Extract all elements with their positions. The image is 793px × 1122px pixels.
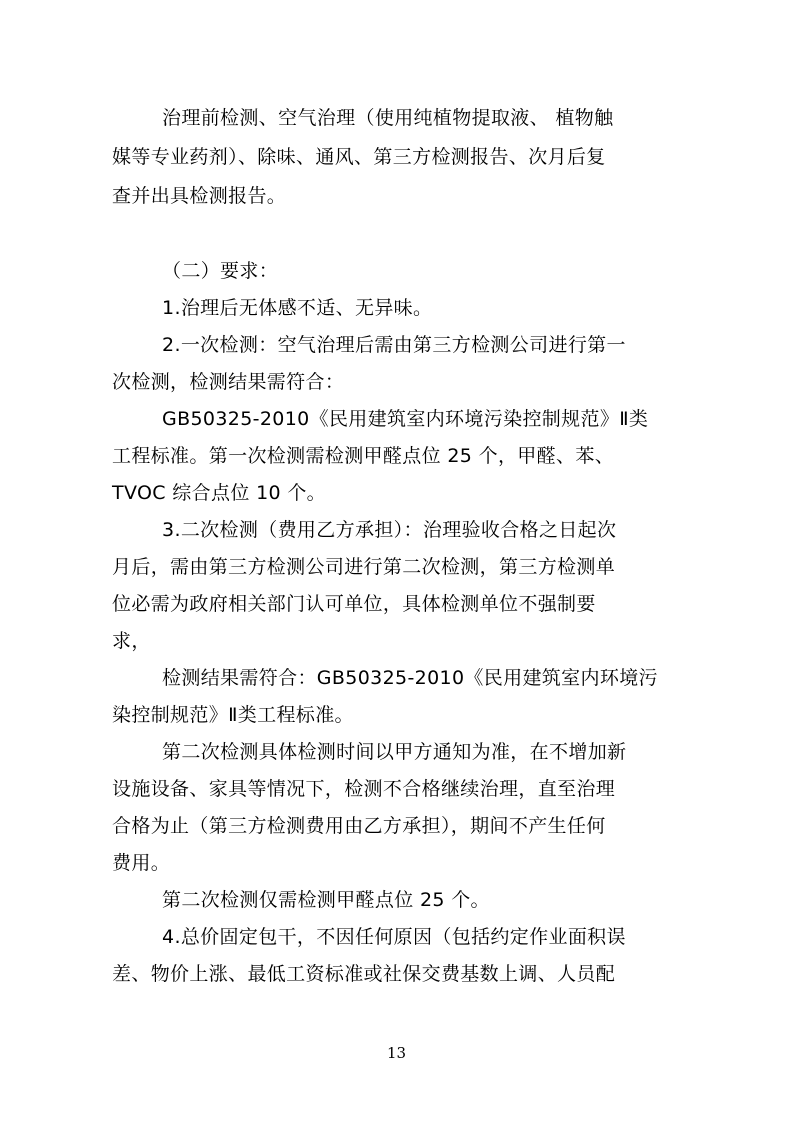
requirement-item: 4.总价固定包干，不因任何原因（包括约定作业面积误 (162, 926, 626, 948)
paragraph-line: 查并出具检测报告。 (112, 185, 287, 207)
requirement-item: 2.一次检测：空气治理后需由第三方检测公司进行第一 (162, 334, 626, 356)
paragraph-line: 治理前检测、空气治理（使用纯植物提取液、 植物触 (162, 107, 614, 129)
paragraph-line: 工程标准。第一次检测需检测甲醛点位 25 个，甲醛、苯、 (112, 445, 615, 467)
page-number: 13 (386, 1044, 407, 1062)
paragraph-line: 染控制规范》Ⅱ类工程标准。 (112, 704, 354, 726)
paragraph-line: 费用。 (112, 852, 171, 874)
paragraph-line: 媒等专业药剂）、除味、通风、第三方检测报告、次月后复 (112, 146, 606, 168)
paragraph-line: 位必需为政府相关部门认可单位，具体检测单位不强制要 (112, 593, 596, 615)
paragraph-line: 差、物价上涨、最低工资标准或社保交费基数上调、人员配 (112, 963, 616, 985)
paragraph-line: 第二次检测仅需检测甲醛点位 25 个。 (162, 889, 490, 911)
requirement-item: 1.治理后无体感不适、无异味。 (162, 297, 433, 319)
paragraph-line: TVOC 综合点位 10 个。 (112, 482, 327, 504)
paragraph-line: 第二次检测具体检测时间以甲方通知为准，在不增加新 (162, 741, 627, 763)
standard-reference: GB50325-2010《民用建筑室内环境污染控制规范》Ⅱ类 (162, 408, 649, 430)
paragraph-line: 设施设备、家具等情况下，检测不合格继续治理，直至治理 (112, 778, 616, 800)
paragraph-line: 次检测，检测结果需符合： (112, 371, 345, 393)
section-heading: （二）要求： (162, 260, 279, 282)
paragraph-line: 检测结果需符合：GB50325-2010《民用建筑室内环境污 (162, 667, 658, 689)
requirement-item: 3.二次检测（费用乙方承担）：治理验收合格之日起次 (162, 519, 617, 541)
paragraph-line: 求， (112, 630, 151, 652)
paragraph-line: 合格为止（第三方检测费用由乙方承担），期间不产生任何 (112, 815, 606, 837)
paragraph-line: 月后，需由第三方检测公司进行第二次检测，第三方检测单 (112, 556, 616, 578)
